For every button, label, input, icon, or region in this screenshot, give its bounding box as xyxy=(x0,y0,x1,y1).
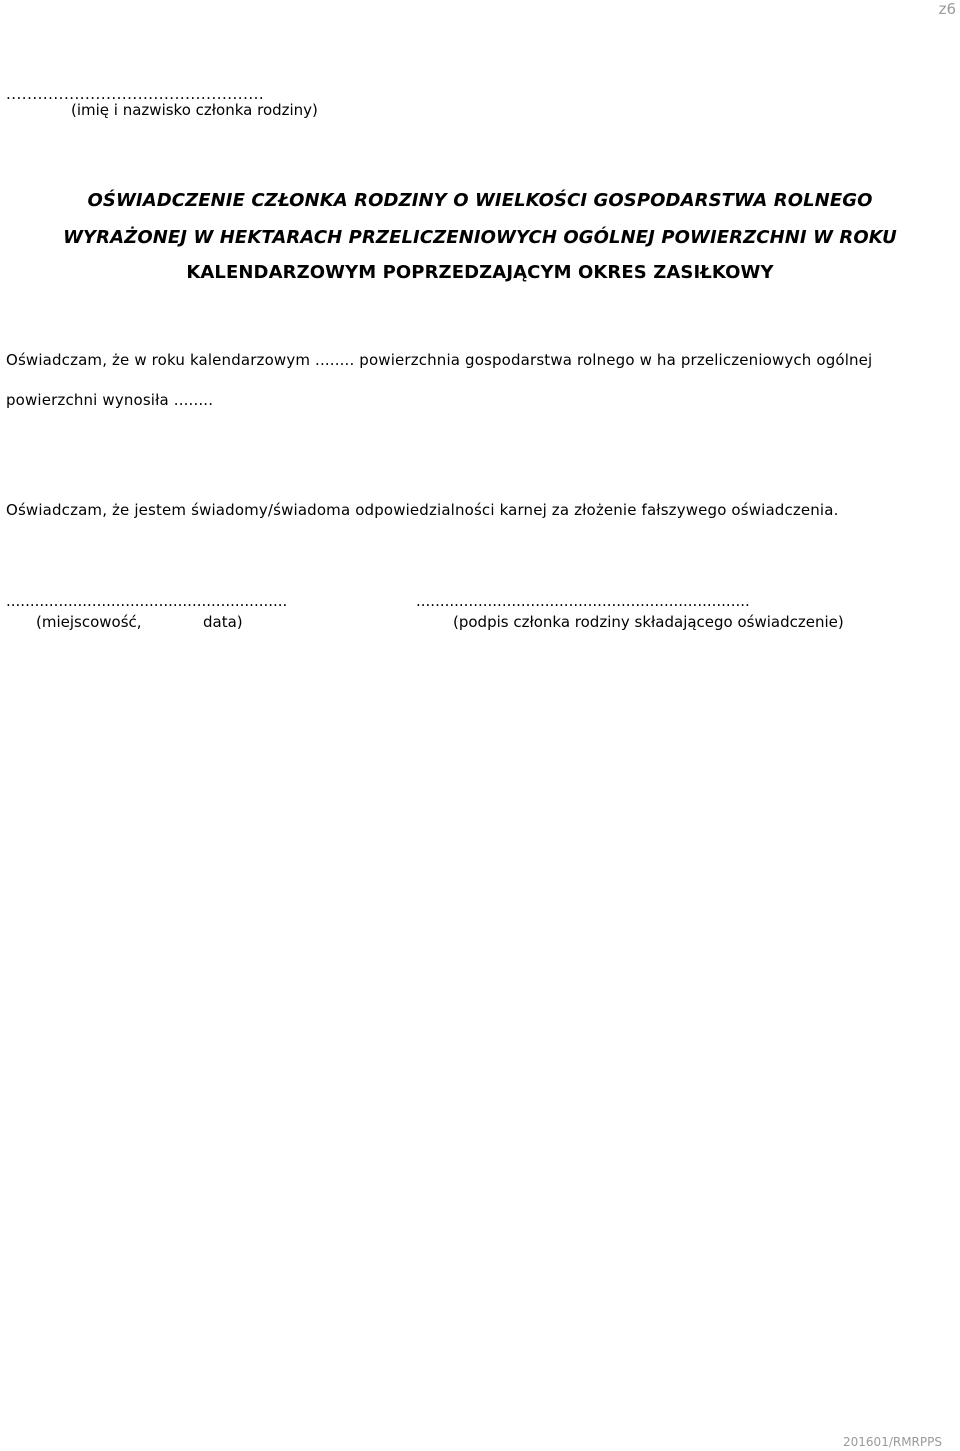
date-caption: data) xyxy=(203,613,243,631)
name-field-caption: (imię i nazwisko członka rodziny) xyxy=(71,101,318,119)
footer-code: 201601/RMRPPS xyxy=(843,1435,942,1449)
place-caption: (miejscowość, xyxy=(36,613,142,631)
document-title-line-3: KALENDARZOWYM POPRZEDZAJĄCYM OKRES ZASIŁKOWY xyxy=(186,262,774,283)
document-title-line-2: WYRAŻONEJ W HEKTARACH PRZELICZENIOWYCH OGÓLNEJ POWIERZCHNI W ROKU xyxy=(63,227,897,248)
page-number: z6 xyxy=(938,0,956,18)
statement-area-line-2: powierzchni wynosiła ........ xyxy=(6,391,214,409)
signature-dots: ...................................................................... xyxy=(416,592,750,610)
statement-area-line-1: Oświadczam, że w roku kalendarzowym ........ powierzchnia gospodarstwa rolnego w ha przeliczeniowych ogólnej xyxy=(6,351,873,369)
place-date-dots: ........................................................... xyxy=(6,592,288,610)
signature-caption: (podpis członka rodziny składającego oświadczenie) xyxy=(453,613,844,631)
name-field-dots: ................................................. xyxy=(6,85,265,103)
statement-liability: Oświadczam, że jestem świadomy/świadoma odpowiedzialności karnej za złożenie fałszywego oświadczenia. xyxy=(6,501,839,519)
document-title-line-1: OŚWIADCZENIE CZŁONKA RODZINY O WIELKOŚCI GOSPODARSTWA ROLNEGO xyxy=(87,190,873,211)
